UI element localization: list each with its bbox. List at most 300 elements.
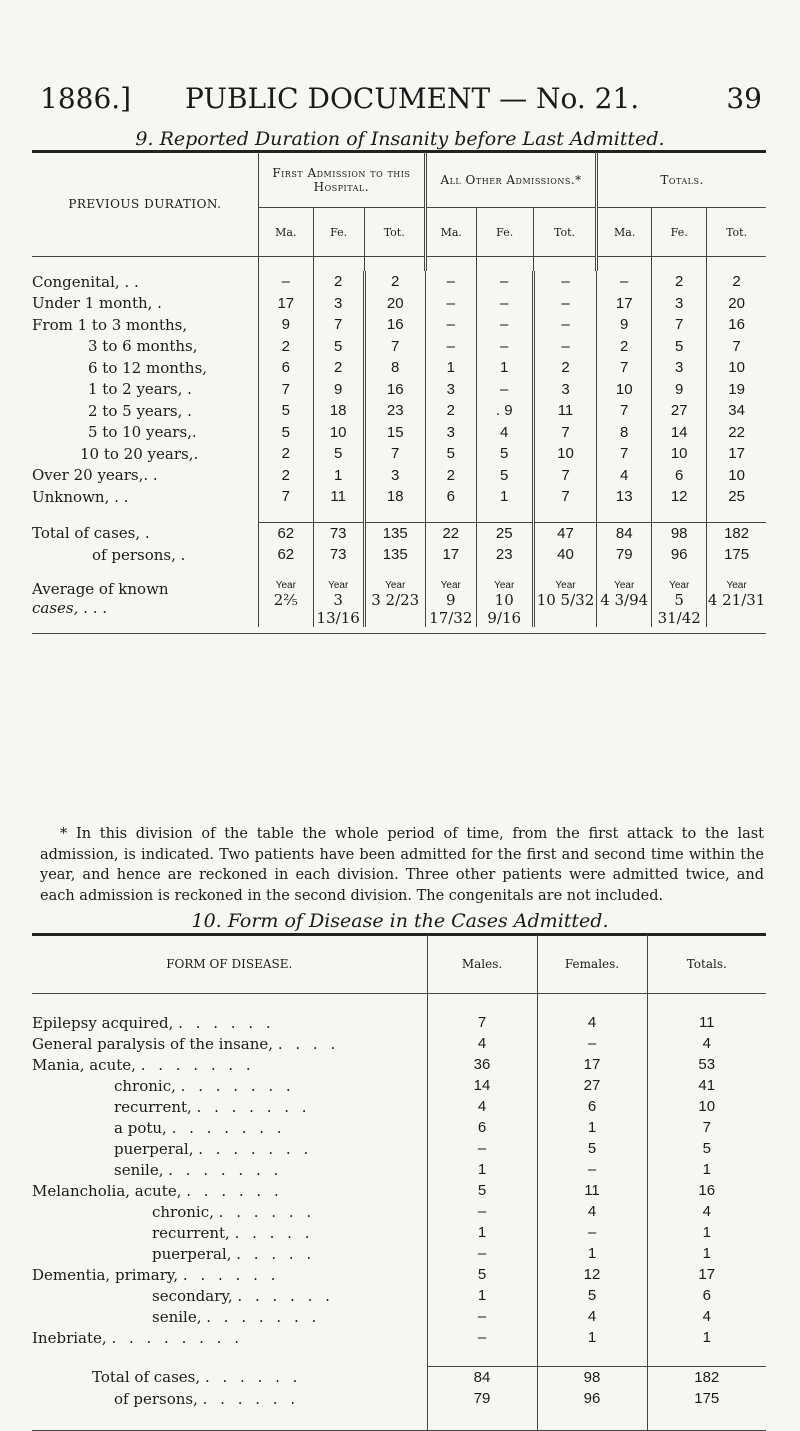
row-label: of persons, . [92, 545, 186, 564]
table-cell: 12 [537, 1264, 647, 1285]
table-cell: – [533, 293, 596, 315]
table-cell: 62 [258, 522, 313, 544]
disease-name: Dementia, primary, [32, 1265, 179, 1284]
table-cell: 7 [364, 443, 425, 465]
table-cell: 2 [313, 357, 364, 379]
table-cell: 10 [597, 379, 652, 401]
table-cell: – [258, 271, 313, 293]
table-cell: 10 [707, 465, 766, 487]
unit-label: Year [385, 579, 406, 591]
table-cell: 3 [425, 422, 476, 444]
disease-name: senile, [114, 1160, 164, 1179]
table-cell: 5 [313, 336, 364, 358]
table-cell: – [537, 1159, 647, 1180]
table-cell: 4 [537, 1306, 647, 1327]
table-cell: 2 [258, 465, 313, 487]
table-row [32, 379, 766, 401]
table-cell: 9 [313, 379, 364, 401]
table-cell: 11 [537, 1180, 647, 1201]
subheader-cell: Ma. [258, 208, 313, 257]
table-cell: 3 [313, 293, 364, 315]
unit-label: Year [555, 579, 576, 591]
table-cell: 79 [597, 544, 652, 566]
table-cell: 7 [597, 357, 652, 379]
average-cell [425, 580, 476, 627]
table-cell: 2 [313, 271, 364, 293]
table-cell: 1 [537, 1327, 647, 1348]
disease-table [32, 935, 766, 1431]
footnote [40, 824, 764, 906]
row-label: Total of cases, . [32, 524, 150, 542]
table-row [32, 1285, 766, 1306]
disease-label [32, 1388, 427, 1409]
table-row [32, 1327, 766, 1348]
disease-label [32, 1033, 427, 1054]
table-cell: 7 [707, 336, 766, 358]
disease-label [32, 1222, 427, 1243]
table-cell: – [425, 336, 476, 358]
header-year: 1886.] [40, 82, 132, 115]
table-cell: 10 [313, 422, 364, 444]
subheader-cell: Ma. [597, 208, 652, 257]
table-cell: 9 [597, 314, 652, 336]
table-cell: 16 [707, 314, 766, 336]
table-row [32, 522, 766, 544]
table-cell: 5 [652, 336, 707, 358]
table-row [32, 544, 766, 566]
table-cell: 8 [364, 357, 425, 379]
col-males: Males. [427, 935, 537, 994]
table-cell: – [425, 271, 476, 293]
table-cell: 47 [533, 522, 596, 544]
table-cell: – [476, 314, 533, 336]
table-cell: – [427, 1201, 537, 1222]
table-cell: – [425, 293, 476, 315]
average-value: 10 9/16 [487, 590, 522, 627]
disease-name: of persons, [114, 1389, 198, 1408]
disease-name: General paralysis of the insane, [32, 1034, 274, 1053]
table-cell: 7 [427, 1012, 537, 1033]
col-group-other-admissions: All Other Admissions.* [425, 152, 596, 208]
subheader-cell: Fe. [313, 208, 364, 257]
table-cell: 135 [364, 522, 425, 544]
table-cell: 8 [597, 422, 652, 444]
average-value: 4 3/94 [600, 590, 649, 609]
subheader-cell: Ma. [425, 208, 476, 257]
table-cell: 20 [364, 293, 425, 315]
table-cell: . 9 [476, 400, 533, 422]
disease-name: secondary, [152, 1286, 233, 1305]
table-row [32, 1054, 766, 1075]
unit-label: Year [275, 579, 296, 591]
table-cell: 12 [652, 486, 707, 508]
unit-label: Year [494, 579, 515, 591]
average-cell [652, 580, 707, 627]
disease-label [32, 1159, 427, 1180]
section9-title: 9. Reported Duration of Insanity before Last Admitted. [135, 128, 665, 150]
leader-dots: . . . . . . [202, 1389, 300, 1408]
disease-name: Epilepsy acquired, [32, 1013, 174, 1032]
table-cell: 1 [425, 357, 476, 379]
table-cell: 23 [364, 400, 425, 422]
disease-name: Total of cases, [92, 1368, 201, 1387]
table-row [32, 400, 766, 422]
average-value: 4 21/31 [707, 590, 766, 609]
subheader-cell: Tot. [707, 208, 766, 257]
disease-name: Melancholia, acute, [32, 1181, 182, 1200]
table-cell: 2 [364, 271, 425, 293]
leader-dots: . . . . . . [182, 1265, 280, 1284]
table-cell: 6 [258, 357, 313, 379]
leader-dots: . . . . . . . [180, 1076, 295, 1095]
table-row [32, 1388, 766, 1409]
table-cell: 7 [533, 422, 596, 444]
disease-label [32, 1327, 427, 1348]
table-cell: 5 [476, 443, 533, 465]
table-row [32, 1222, 766, 1243]
disease-label [32, 1180, 427, 1201]
table-cell: 4 [427, 1033, 537, 1054]
table-cell: 62 [258, 544, 313, 566]
table-cell: 10 [707, 357, 766, 379]
table-cell: 7 [258, 486, 313, 508]
table-cell: 135 [364, 544, 425, 566]
table-cell: 1 [427, 1159, 537, 1180]
table-cell: 53 [647, 1054, 766, 1075]
unit-label: Year [440, 579, 461, 591]
table-cell: 7 [364, 336, 425, 358]
table-row [32, 1138, 766, 1159]
table-cell: 1 [647, 1327, 766, 1348]
unit-label: Year [328, 579, 349, 591]
average-label [32, 580, 258, 627]
table-cell: 4 [647, 1306, 766, 1327]
disease-label [32, 1243, 427, 1264]
table-cell: 14 [652, 422, 707, 444]
table-row [32, 1096, 766, 1117]
table-cell: – [427, 1306, 537, 1327]
subheader-cell: Tot. [533, 208, 596, 257]
table-row [32, 357, 766, 379]
table-cell: 15 [364, 422, 425, 444]
table-cell: 2 [425, 465, 476, 487]
disease-name: chronic, [152, 1202, 214, 1221]
table-cell: – [425, 314, 476, 336]
table-row [32, 1201, 766, 1222]
row-label: Under 1 month, . [32, 294, 162, 313]
table-cell: 10 [652, 443, 707, 465]
table-cell: 7 [597, 400, 652, 422]
table-row [32, 1306, 766, 1327]
disease-label [32, 1306, 427, 1327]
subheader-cell: Tot. [364, 208, 425, 257]
table-cell: 2 [707, 271, 766, 293]
table-cell: 4 [647, 1033, 766, 1054]
leader-dots: . . . . . . . [206, 1307, 321, 1326]
table-cell: 22 [707, 422, 766, 444]
table-cell: 2 [258, 336, 313, 358]
header-document: PUBLIC DOCUMENT — No. 21. [185, 82, 640, 115]
average-cell [476, 580, 533, 627]
table-cell: – [533, 314, 596, 336]
disease-label [32, 1012, 427, 1033]
table-cell: 98 [652, 522, 707, 544]
col-previous-duration: PREVIOUS DURATION. [32, 152, 258, 257]
table-cell: 22 [425, 522, 476, 544]
table-cell: 16 [364, 314, 425, 336]
page-number: 39 [726, 82, 762, 115]
table-cell: 23 [476, 544, 533, 566]
table-cell: 27 [652, 400, 707, 422]
table-row [32, 1159, 766, 1180]
table-cell: 73 [313, 522, 364, 544]
disease-name: chronic, [114, 1076, 176, 1095]
table-cell: 18 [364, 486, 425, 508]
average-label-line2: cases, . . . [32, 598, 107, 617]
table-cell: – [533, 271, 596, 293]
disease-name: recurrent, [114, 1097, 192, 1116]
table-cell: – [533, 336, 596, 358]
disease-label [32, 1138, 427, 1159]
average-row [32, 580, 766, 627]
table-cell: 16 [364, 379, 425, 401]
row-label: Congenital, . . [32, 272, 139, 291]
row-label: Over 20 years,. . [32, 466, 158, 485]
table-cell: 3 [652, 293, 707, 315]
unit-label: Year [614, 579, 635, 591]
footnote-text: * In this division of the table the whole period of time, from the first attack to the last admission, is indicated. Two patients have been admitted for the first and second time within the year, and hence are reckoned in each division. Three other patients were admitted twice, and each admission is reckoned in the second division. The congenitals are not included. [40, 826, 764, 904]
table-cell: 1 [427, 1285, 537, 1306]
leader-dots: . . . . . . . [168, 1160, 283, 1179]
table-cell: 7 [533, 465, 596, 487]
table-row [32, 1367, 766, 1389]
table-row [32, 465, 766, 487]
table-cell: 96 [537, 1388, 647, 1409]
table-row [32, 1033, 766, 1054]
table-row [32, 314, 766, 336]
table-cell: 6 [427, 1117, 537, 1138]
table-cell: 27 [537, 1075, 647, 1096]
table-cell: 4 [537, 1201, 647, 1222]
table-cell: 3 [425, 379, 476, 401]
table-cell: 4 [427, 1096, 537, 1117]
average-value: 3 2/23 [371, 590, 420, 609]
col-females: Females. [537, 935, 647, 994]
table-cell: 6 [537, 1096, 647, 1117]
table-cell: – [476, 271, 533, 293]
subheader-cell: Fe. [652, 208, 707, 257]
average-label-line1: Average of known [32, 579, 169, 598]
disease-label [32, 1285, 427, 1306]
table-row [32, 443, 766, 465]
average-value: 10 5/32 [536, 590, 595, 609]
table-cell: 3 [364, 465, 425, 487]
average-value: 9 17/32 [429, 590, 473, 627]
table-cell: 5 [537, 1285, 647, 1306]
table-cell: 1 [647, 1159, 766, 1180]
table-cell: 175 [707, 544, 766, 566]
col-group-first-admission: First Admission to this Hospital. [258, 152, 425, 208]
table-cell: – [427, 1138, 537, 1159]
table-cell: 3 [652, 357, 707, 379]
leader-dots: . . . . . . [218, 1202, 316, 1221]
table-cell: – [597, 271, 652, 293]
table-row [32, 293, 766, 315]
row-label: From 1 to 3 months, [32, 315, 188, 334]
table-cell: 1 [647, 1243, 766, 1264]
table-cell: – [537, 1222, 647, 1243]
table-cell: 11 [647, 1012, 766, 1033]
disease-label [32, 1264, 427, 1285]
table-cell: 1 [313, 465, 364, 487]
row-label: 10 to 20 years,. [80, 444, 199, 463]
table-cell: 14 [427, 1075, 537, 1096]
col-form-of-disease: FORM OF DISEASE. [32, 935, 427, 994]
average-cell [707, 580, 766, 627]
average-value: 2⅖ [273, 590, 298, 609]
table-cell: 6 [425, 486, 476, 508]
table-cell: 6 [647, 1285, 766, 1306]
table-cell: 5 [427, 1180, 537, 1201]
leader-dots: . . . . . . . [198, 1139, 313, 1158]
leader-dots: . . . . . . . [140, 1055, 255, 1074]
leader-dots: . . . . [277, 1034, 340, 1053]
table-cell: 7 [597, 443, 652, 465]
table-cell: 7 [647, 1117, 766, 1138]
table-cell: 25 [476, 522, 533, 544]
table-cell: 7 [533, 486, 596, 508]
leader-dots: . . . . . . [186, 1181, 283, 1200]
average-cell [258, 580, 313, 627]
table-cell: 9 [258, 314, 313, 336]
col-group-totals: Totals. [597, 152, 766, 208]
table-cell: 4 [597, 465, 652, 487]
table-cell: 5 [425, 443, 476, 465]
leader-dots: . . . . . [234, 1223, 314, 1242]
average-value: 5 31/42 [657, 590, 701, 627]
table-cell: 5 [313, 443, 364, 465]
leader-dots: . . . . . . [204, 1368, 302, 1387]
leader-dots: . . . . . [236, 1244, 316, 1263]
unit-label: Year [726, 579, 747, 591]
table-cell: 1 [427, 1222, 537, 1243]
table-cell: 182 [707, 522, 766, 544]
table-cell: 2 [652, 271, 707, 293]
table-cell: – [476, 379, 533, 401]
table-cell: 182 [647, 1367, 766, 1389]
disease-name: Inebriate, [32, 1328, 107, 1347]
table-cell: 11 [533, 400, 596, 422]
table-cell: 34 [707, 400, 766, 422]
table-row [32, 1117, 766, 1138]
disease-label [32, 1054, 427, 1075]
table-cell: 17 [425, 544, 476, 566]
disease-label [32, 1201, 427, 1222]
disease-label [32, 1117, 427, 1138]
disease-label [32, 1075, 427, 1096]
table-cell: 25 [707, 486, 766, 508]
table-cell: 36 [427, 1054, 537, 1075]
table-cell: 98 [537, 1367, 647, 1389]
table-cell: 5 [647, 1138, 766, 1159]
leader-dots: . . . . . . [178, 1013, 275, 1032]
row-label: Unknown, . . [32, 487, 129, 506]
disease-name: senile, [152, 1307, 202, 1326]
table-cell: 4 [647, 1201, 766, 1222]
disease-name: puerperal, [152, 1244, 232, 1263]
subheader-cell: Fe. [476, 208, 533, 257]
table-row [32, 1012, 766, 1033]
table-cell: 20 [707, 293, 766, 315]
col-totals: Totals. [647, 935, 766, 994]
table-cell: 13 [597, 486, 652, 508]
table-cell: 2 [597, 336, 652, 358]
table-cell: – [537, 1033, 647, 1054]
table-cell: 5 [476, 465, 533, 487]
table-cell: – [476, 293, 533, 315]
table-row [32, 486, 766, 508]
table-cell: 1 [537, 1117, 647, 1138]
table-row [32, 336, 766, 358]
row-label: 3 to 6 months, [88, 337, 198, 356]
table-cell: – [476, 336, 533, 358]
table-cell: 4 [537, 1012, 647, 1033]
table-cell: 1 [476, 357, 533, 379]
table-cell: 1 [476, 486, 533, 508]
disease-label [32, 1367, 427, 1389]
table-row [32, 1075, 766, 1096]
row-label: 1 to 2 years, . [88, 380, 192, 399]
table-cell: 5 [537, 1138, 647, 1159]
table-cell: 9 [652, 379, 707, 401]
table-row [32, 1180, 766, 1201]
table-cell: – [427, 1327, 537, 1348]
table-cell: 5 [258, 400, 313, 422]
leader-dots: . . . . . . . . [111, 1328, 243, 1347]
average-cell [313, 580, 364, 627]
leader-dots: . . . . . . . [196, 1097, 311, 1116]
table-cell: 2 [258, 443, 313, 465]
table-cell: 11 [313, 486, 364, 508]
table-cell: 3 [533, 379, 596, 401]
row-label: 5 to 10 years,. [88, 423, 197, 442]
row-label: 2 to 5 years, . [88, 401, 192, 420]
average-cell [597, 580, 652, 627]
page-header [40, 82, 762, 122]
duration-table [32, 152, 766, 634]
table-cell: 17 [647, 1264, 766, 1285]
table-cell: 17 [537, 1054, 647, 1075]
table-cell: 16 [647, 1180, 766, 1201]
table-cell: 7 [258, 379, 313, 401]
average-value: 3 13/16 [316, 590, 360, 627]
table-row [32, 422, 766, 444]
table-cell: 18 [313, 400, 364, 422]
table-cell: 5 [427, 1264, 537, 1285]
disease-name: Mania, acute, [32, 1055, 136, 1074]
leader-dots: . . . . . . [237, 1286, 334, 1305]
table-cell: 2 [425, 400, 476, 422]
table-cell: 96 [652, 544, 707, 566]
row-label: 6 to 12 months, [88, 358, 208, 377]
table-row [32, 1264, 766, 1285]
table-row [32, 271, 766, 293]
table-cell: 1 [537, 1243, 647, 1264]
table-cell: 41 [647, 1075, 766, 1096]
leader-dots: . . . . . . . [171, 1118, 286, 1137]
table-cell: 2 [533, 357, 596, 379]
table-cell: 84 [427, 1367, 537, 1389]
